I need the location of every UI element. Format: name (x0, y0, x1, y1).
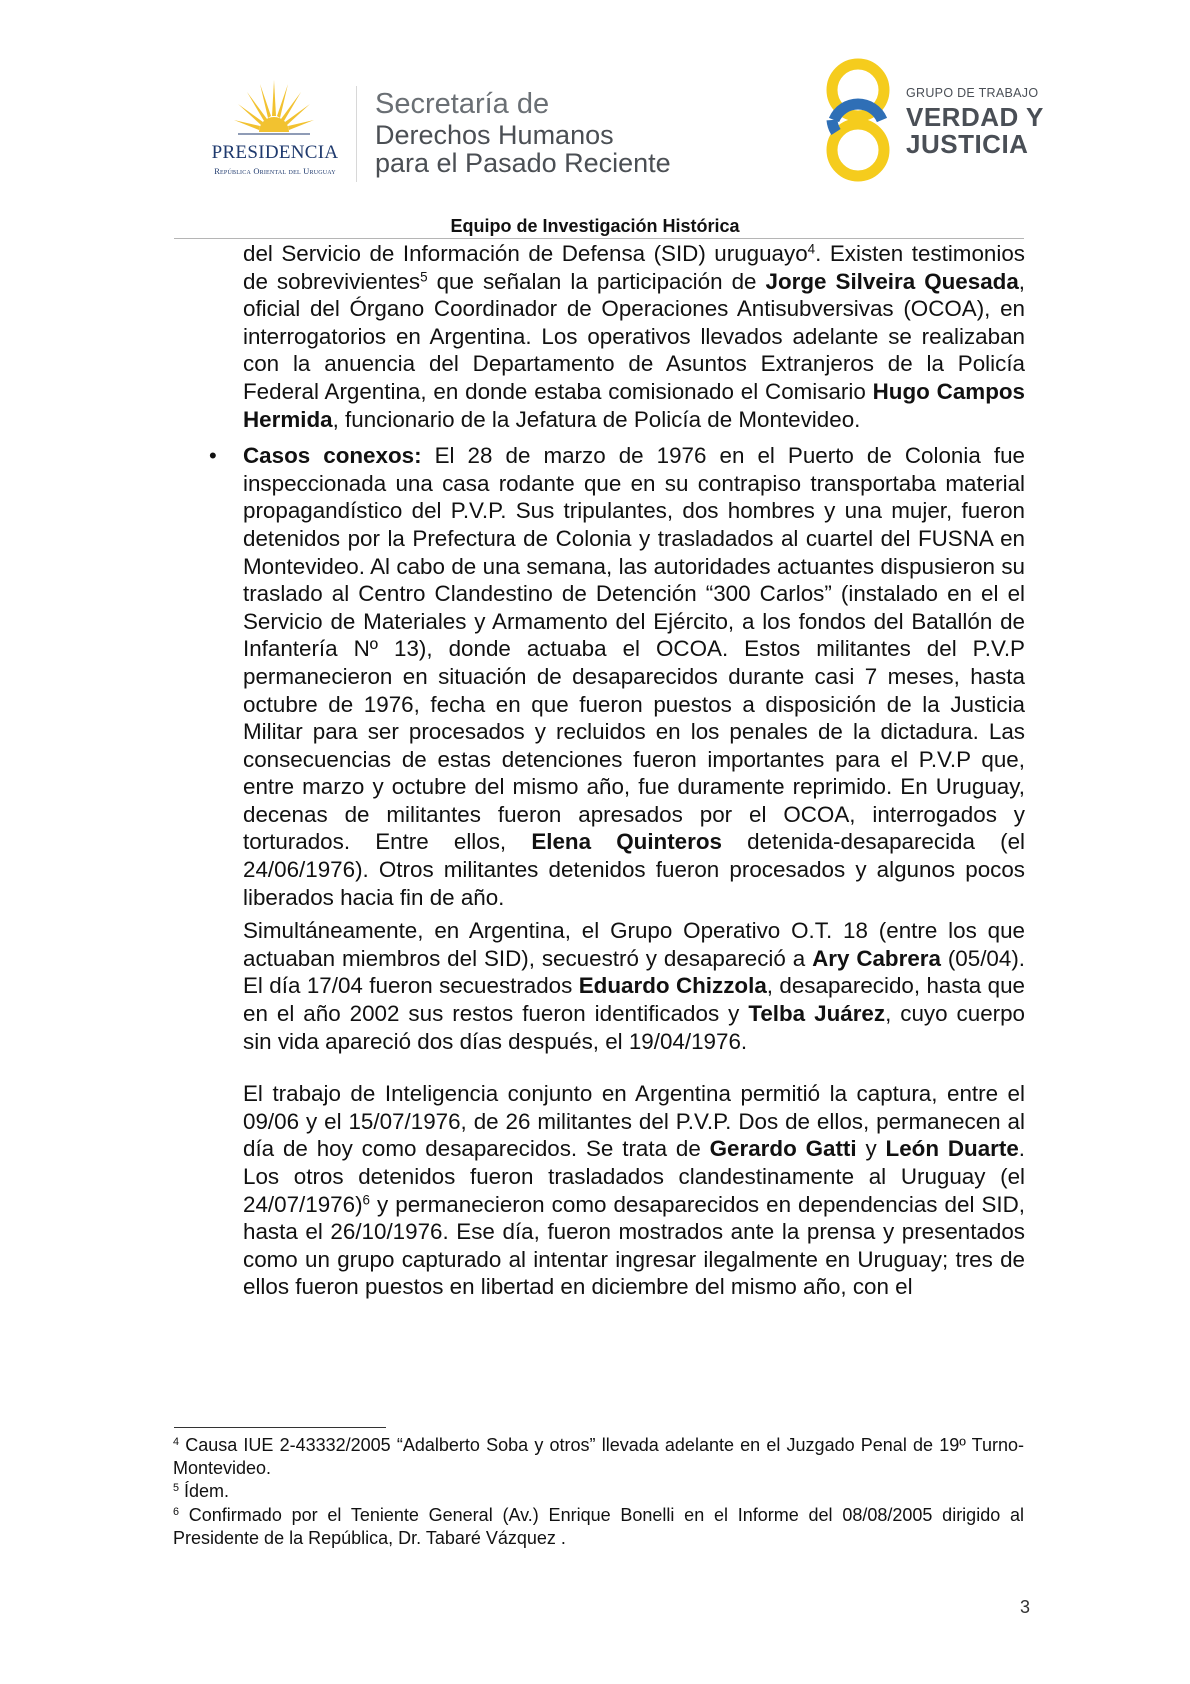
paragraph-simultaneamente (243, 917, 1025, 1055)
page-header (0, 0, 1190, 240)
footnote-divider (174, 1427, 386, 1428)
text-span: . Los otros detenidos fueron trasladados clandestinamente al Uruguay (el 24/07/1976) (243, 1136, 1026, 1217)
header-divider (174, 238, 1024, 239)
text-span: del Servicio de Información de Defensa (SID) uruguayo (243, 241, 808, 266)
person-name: Hugo Campos Hermida (243, 378, 1026, 432)
bullet-marker: • (209, 443, 217, 469)
logo-divider (356, 86, 357, 182)
footnotes (173, 1434, 1024, 1550)
footnote-ref: 6 (362, 1192, 371, 1208)
grupo-justicia-text: JUSTICIA (906, 129, 1029, 159)
text-span: , desaparecido, hasta que en el año 2002 sus restos fueron identificados y (243, 973, 1026, 1027)
text-span: y (856, 1136, 886, 1162)
text-span: . Existen testimonios de sobrevivientes (243, 241, 1025, 294)
text-span: , funcionario de la Jefatura de Policía de Montevideo. (332, 406, 861, 432)
footnote-text: Confirmado por el Teniente General (Av.) Enrique Bonelli en el Informe del 08/08/2005 dirigido al Presidente de la República, Dr. Tabaré Vázquez . (173, 1504, 1024, 1548)
footnote-number: 6 (173, 1505, 180, 1518)
text-span: que señalan la participación de (427, 268, 766, 294)
rings-icon (818, 56, 898, 184)
document-body (209, 240, 1026, 1301)
person-name: Elena Quinteros (531, 829, 722, 855)
person-name: Gerardo Gatti (709, 1136, 857, 1162)
text-span: , cuyo cuerpo sin vida apareció dos días después, el 19/04/1976. (243, 1001, 1026, 1054)
header-subtitle: Equipo de Investigación Histórica (450, 216, 740, 236)
presidencia-logo (196, 80, 354, 180)
secretaria-line-2: Derechos Humanos (375, 120, 614, 150)
text-span: detenida-desaparecida (el 24/06/1976). Otros militantes detenidos fueron procesados y algunos pocos liberados hacia fin de año. (243, 829, 1026, 910)
text-span: (05/04). El día 17/04 fueron secuestrados (243, 945, 1026, 999)
footnote-4 (173, 1434, 1024, 1480)
person-name: Ary Cabrera (812, 945, 941, 971)
presidencia-title: PRESIDENCIA (211, 142, 339, 163)
person-name: Eduardo Chizzola (578, 973, 767, 999)
secretaria-logo-text (375, 88, 715, 177)
secretaria-line-3: para el Pasado Reciente (375, 148, 671, 178)
paragraph-casos-conexos (209, 442, 1026, 911)
person-name: Telba Juárez (748, 1001, 886, 1027)
section-label: Casos conexos: (243, 443, 422, 469)
presidencia-subtitle: República Oriental del Uruguay (214, 166, 336, 176)
footnote-ref: 4 (807, 241, 816, 257)
text-span: El trabajo de Inteligencia conjunto en Argentina permitió la captura, entre el 09/06 y el 15/07/1976, de 26 militantes del P.V.P. Dos de ellos, permanecen al día de hoy como desaparecidos. Se trata de (243, 1081, 1025, 1162)
text-span: y permanecieron como desaparecidos en dependencias del SID, hasta el 26/10/1976. Ese día, fueron mostrados ante la prensa y presentados como un grupo capturado al intentar ingresar ilegalmente en Uruguay; tres de ellos fueron puestos en libertad en diciembre del mismo año, con el (243, 1191, 1025, 1300)
grupo-verdad-text: VERDAD Y (906, 102, 1044, 132)
secretaria-line-1: Secretaría de (375, 88, 550, 120)
footnote-6 (173, 1504, 1024, 1550)
page-number: 3 (1019, 1597, 1030, 1617)
text-span: Simultáneamente, en Argentina, el Grupo Operativo O.T. 18 (entre los que actuaban miembros del SID), secuestró y desapareció a (243, 918, 1025, 971)
verdad-justicia-logo (818, 56, 1044, 184)
paragraph-inteligencia (243, 1080, 1025, 1301)
text-span: El 28 de marzo de 1976 en el Puerto de Colonia fue inspeccionada una casa rodante que en su contrapiso transportaba material propagandístico del P.V.P. Sus tripulantes, dos hombres y una mujer, fueron detenidos por la Prefectura de Colonia y trasladados al cuartel del FUSNA en Montevideo. Al cabo de una semana, las autoridades actuantes dispusieron su traslado al Centro Clandestino de Detención “300 Carlos” (instalado en el el Servicio de Materiales y Armamento del Ejército, a los fondos del Batallón de Infantería Nº 13), donde actuaba el OCOA. Estos militantes del P.V.P permanecieron en situación de desaparecidos durante casi 7 meses, hasta octubre de 1976, fecha en que fueron puestos a disposición de la Justicia Militar para ser procesados y recluidos en los penales de la dictadura. Las consecuencias de estas detenciones fueron importantes para el P.V.P que, entre marzo y octubre del mismo año, fue duramente reprimido. En Uruguay, decenas de militantes fueron apresados por el OCOA, interrogados y torturados. Entre ellos, (243, 443, 1025, 855)
footnote-text: Causa IUE 2-43332/2005 “Adalberto Soba y otros” llevada adelante en el Juzgado Penal de 19º Turno-Montevideo. (173, 1435, 1024, 1479)
person-name: Jorge Silveira Quesada (765, 268, 1019, 294)
person-name: León Duarte (885, 1136, 1019, 1162)
sun-icon (234, 80, 314, 136)
footnote-number: 4 (173, 1436, 180, 1449)
grupo-small-text: GRUPO DE TRABAJO (906, 86, 1039, 100)
footnote-5 (173, 1480, 1024, 1503)
text-span: , oficial del Órgano Coordinador de Operaciones Antisubversivas (OCOA), en interrogatorios en Argentina. Los operativos llevados adelante se realizaban con la anuencia del Departamento de Asuntos Extranjeros de la Policía Federal Argentina, en donde estaba comisionado el Comisario (243, 268, 1026, 404)
footnote-ref: 5 (420, 269, 428, 285)
paragraph-sid (243, 240, 1025, 433)
footnote-number: 5 (173, 1482, 180, 1495)
footnote-text: Ídem. (179, 1481, 230, 1502)
